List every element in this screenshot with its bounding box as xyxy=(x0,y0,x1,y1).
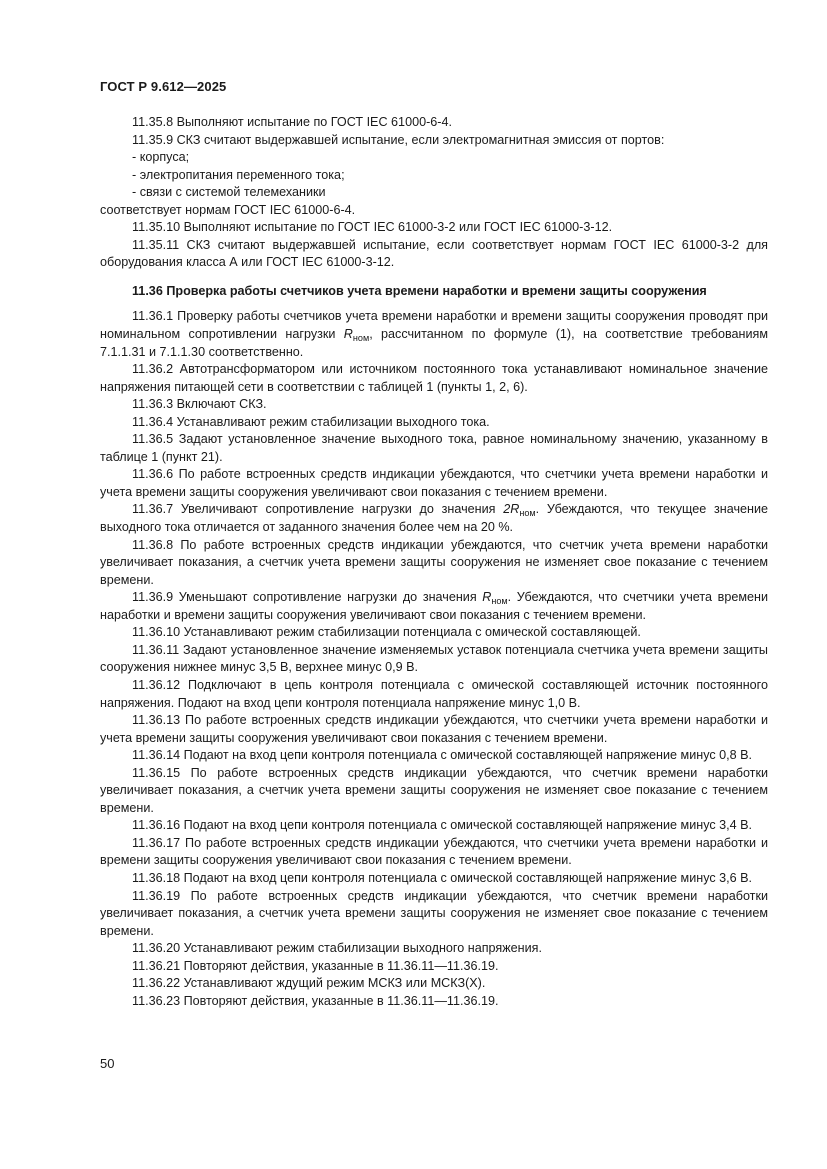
document-header: ГОСТ Р 9.612—2025 xyxy=(100,79,227,94)
paragraph-11-36-16: 11.36.16 Подают на вход цепи контроля потенциала с омической составляющей напряжение минус 3,4 В. xyxy=(132,818,753,833)
paragraph-11-36-15: 11.36.15 По работе встроенных средств индикации убеждаются, что счетчик времени наработки увеличивает показания, а счетчик учета времени защиты сооружения не изменяет свое показание с течением времени. xyxy=(100,765,768,815)
paragraph-11-35-9: 11.35.9 СКЗ считают выдержавшей испытание, если электромагнитная эмиссия от портов: xyxy=(132,132,665,147)
paragraph-11-36-21: 11.36.21 Повторяют действия, указанные в 11.36.11—11.36.19. xyxy=(132,958,499,973)
paragraph-11-36-17: 11.36.17 По работе встроенных средств индикации убеждаются, что счетчики учета времени наработки и времени защиты сооружения увеличивают свои показания с течением времени. xyxy=(100,835,768,868)
paragraph-11-35-8: 11.35.8 Выполняют испытание по ГОСТ IEC 61000-6-4. xyxy=(132,115,452,129)
paragraph-11-36-19: 11.36.19 По работе встроенных средств индикации убеждаются, что счетчик времени наработки увеличивает показания, а счетчик учета времени защиты сооружения не изменяет свое показание с течением времени. xyxy=(100,888,768,938)
paragraph-11-35-10: 11.35.10 Выполняют испытание по ГОСТ IEC 61000-3-2 или ГОСТ IEC 61000-3-12. xyxy=(132,220,613,235)
paragraph-11-36-7: 11.36.7 Увеличивают сопротивление нагрузки до значения $2R_{ном}$. Убеждаются, что текущее значение выходного тока отличается от заданного значения более чем на 20 %. xyxy=(100,502,769,535)
paragraph-11-36-6: 11.36.6 По работе встроенных средств индикации убеждаются, что счетчики учета времени наработки и учета времени защиты сооружения увеличивают свои показания с течением времени. xyxy=(100,467,768,499)
paragraph-11-35-11: 11.35.11 СКЗ считают выдержавшей испытание, если соответствует нормам ГОСТ IEC 61000-3-2 для оборудования класса А или ГОСТ IEC 61000-3-12. xyxy=(100,237,768,270)
paragraph-11-36-22: 11.36.22 Устанавливают ждущий режим МСКЗ или МСКЗ(Х). xyxy=(132,976,486,991)
paragraph-11-36-1: 11.36.1 Проверку работы счетчиков учета времени наработки и времени защиты сооружения проводят при номинальном сопротивлении нагрузки $R_{ном}$, рассчитанном по формуле (1), на соответствие требованиям 7.1.1.31 и 7.1.1.30 соответственно. xyxy=(100,309,768,359)
paragraph-11-36-13: 11.36.13 По работе встроенных средств индикации убеждаются, что счетчики учета времени наработки и учета времени защиты сооружения увеличивают свои показания с течением времени. xyxy=(100,713,768,745)
list-item: - связи с системой телемеханики xyxy=(132,185,326,200)
paragraph-11-36-14: 11.36.14 Подают на вход цепи контроля потенциала с омической составляющей напряжение минус 0,8 В. xyxy=(132,748,753,763)
r-nom-symbol: R xyxy=(343,327,353,342)
paragraph-11-36-23: 11.36.23 Повторяют действия, указанные в 11.36.11—11.36.19. xyxy=(132,993,499,1008)
page-number: 50 xyxy=(100,1056,115,1071)
paragraph-11-36-18: 11.36.18 Подают на вход цепи контроля потенциала с омической составляющей напряжение минус 3,6 В. xyxy=(132,870,753,885)
paragraph-11-36-10: 11.36.10 Устанавливают режим стабилизации потенциала с омической составляющей. xyxy=(132,625,641,640)
r-nom-symbol: R xyxy=(482,590,492,605)
paragraph-11-36-20: 11.36.20 Устанавливают режим стабилизации выходного напряжения. xyxy=(132,941,542,956)
paragraph-11-36-9: 11.36.9 Уменьшают сопротивление нагрузки до значения $R_{ном}$. Убеждаются, что счетчики учета времени наработки и времени защиты сооружения увеличивают свои показания с течением времени. xyxy=(100,590,768,622)
paragraph-11-36-5: 11.36.5 Задают установленное значение выходного тока, равное номинальному значению, указанному в таблице 1 (пункт 21). xyxy=(100,432,768,464)
page-content xyxy=(100,114,768,1010)
paragraph-11-35-9-tail: соответствует нормам ГОСТ IEC 61000-6-4. xyxy=(100,202,356,217)
section-title-11-36: 11.36 Проверка работы счетчиков учета времени наработки и времени защиты сооружения xyxy=(132,283,707,298)
two-r-nom-symbol: 2R xyxy=(503,502,520,517)
paragraph-11-36-2: 11.36.2 Автотрансформатором или источником постоянного тока устанавливают номинальное значение напряжения питающей сети в соответствии с таблицей 1 (пункты 1, 2, 6). xyxy=(100,362,768,394)
paragraph-11-36-11: 11.36.11 Задают установленное значение изменяемых уставок потенциала счетчика учета времени защиты сооружения нижнее минус 3,5 В, верхнее минус 0,9 В. xyxy=(100,642,768,675)
list-item: - корпуса; xyxy=(132,150,190,165)
paragraph-11-36-3: 11.36.3 Включают СКЗ. xyxy=(132,397,267,412)
paragraph-11-36-12: 11.36.12 Подключают в цепь контроля потенциала с омической составляющей источник постоянного напряжения. Подают на вход цепи контроля потенциала напряжение минус 1,0 В. xyxy=(100,677,768,710)
list-item: - электропитания переменного тока; xyxy=(132,167,345,182)
paragraph-11-36-8: 11.36.8 По работе встроенных средств индикации убеждаются, что счетчик учета времени наработки увеличивает показания, а счетчик учета времени защиты сооружения не изменяет свое показание с течением времени. xyxy=(100,537,768,587)
paragraph-11-36-4: 11.36.4 Устанавливают режим стабилизации выходного тока. xyxy=(132,414,490,429)
